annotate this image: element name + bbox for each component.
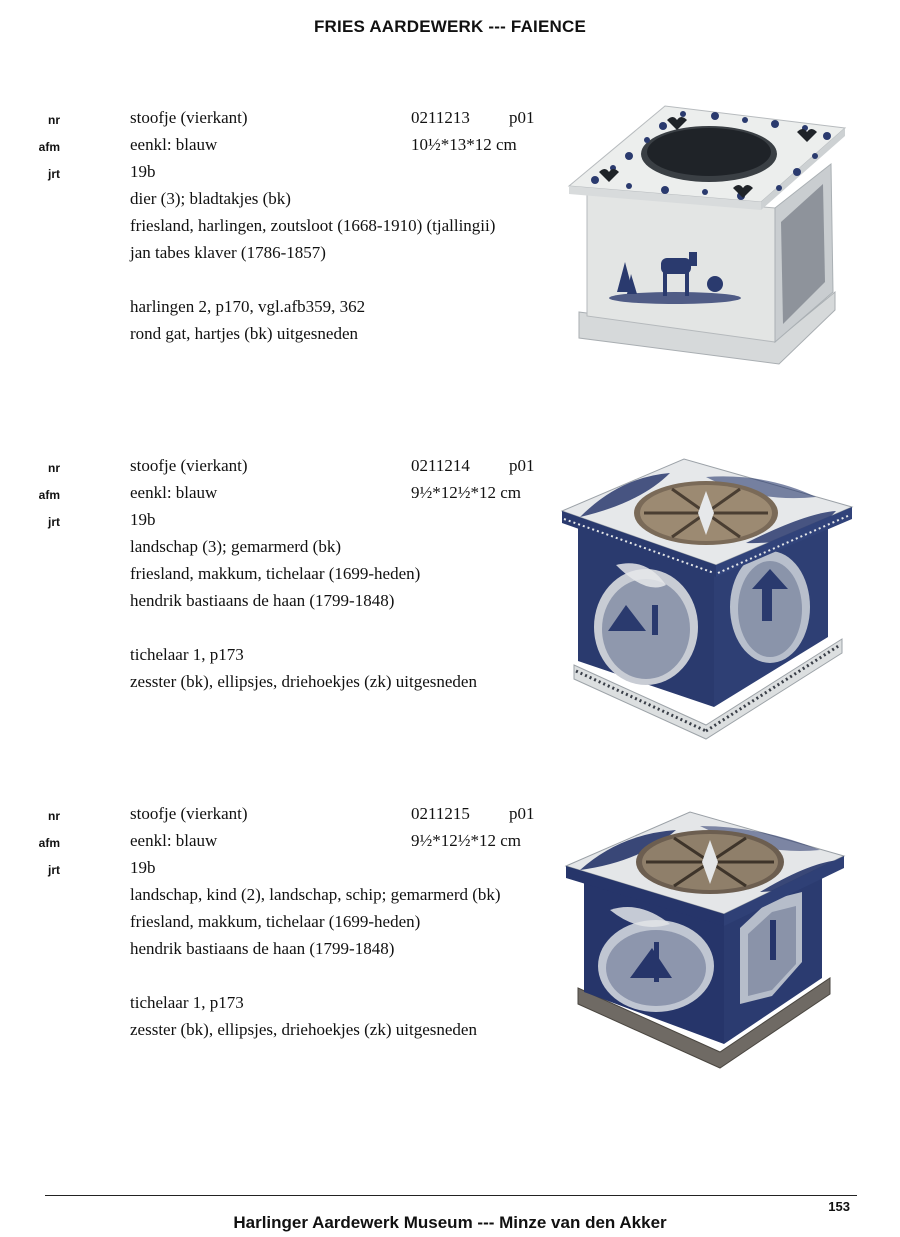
value-schilder: hendrik bastiaans de haan (1799-1848) (130, 939, 395, 958)
row-opmerking (0, 324, 560, 346)
value-datering: 19b (130, 858, 156, 877)
row-literatuur (0, 645, 560, 667)
row-opschrift (0, 351, 560, 373)
row-voorbeeld (0, 270, 560, 292)
label-jrt: jrt (48, 167, 60, 181)
value-nr: 0211215 (411, 804, 470, 823)
row-datering (0, 162, 560, 184)
row-opmerking (0, 672, 560, 694)
value-voorstelling: landschap (3); gemarmerd (bk) (130, 537, 341, 556)
row-voorstelling (0, 885, 560, 907)
value-kleur: eenkl: blauw (130, 831, 218, 850)
row-literatuur (0, 993, 560, 1015)
value-voorstelling: dier (3); bladtakjes (bk) (130, 189, 291, 208)
stoofje-photo-1 (565, 102, 860, 384)
value-page: p01 (509, 456, 535, 475)
label-afm: afm (38, 140, 60, 154)
row-voorwerp (0, 804, 560, 826)
row-opschrift (0, 699, 560, 721)
label-afm: afm (38, 836, 60, 850)
value-kleur: eenkl: blauw (130, 135, 218, 154)
row-fabrikaat (0, 216, 560, 238)
value-fabrikaat: friesland, harlingen, zoutsloot (1668-1910) (tjallingii) (130, 216, 496, 235)
footer-divider (45, 1195, 857, 1196)
row-voorbeeld (0, 618, 560, 640)
value-voorstelling: landschap, kind (2), landschap, schip; gemarmerd (bk) (130, 885, 501, 904)
row-voorwerp (0, 456, 560, 478)
row-fabrikaat (0, 912, 560, 934)
value-voorwerp: stoofje (vierkant) (130, 804, 248, 823)
value-opmerking: zesster (bk), ellipsjes, driehoekjes (zk) uitgesneden (130, 1020, 477, 1039)
row-kleur (0, 135, 560, 157)
label-afm: afm (38, 488, 60, 502)
row-voorstelling (0, 537, 560, 559)
value-afm: 9½*12½*12 cm (411, 831, 522, 850)
page-header-title: FRIES AARDEWERK --- FAIENCE (313, 17, 587, 36)
value-fabrikaat: friesland, makkum, tichelaar (1699-heden) (130, 564, 421, 583)
row-voorbeeld (0, 966, 560, 988)
value-opmerking: zesster (bk), ellipsjes, driehoekjes (zk) uitgesneden (130, 672, 477, 691)
value-kleur: eenkl: blauw (130, 483, 218, 502)
value-literatuur: tichelaar 1, p173 (130, 645, 244, 664)
label-nr: nr (48, 809, 60, 823)
row-schilder (0, 243, 560, 265)
value-nr: 0211213 (411, 108, 470, 127)
value-voorwerp: stoofje (vierkant) (130, 108, 248, 127)
row-datering (0, 858, 560, 880)
value-voorwerp: stoofje (vierkant) (130, 456, 248, 475)
row-kleur (0, 483, 560, 505)
value-page: p01 (509, 108, 535, 127)
value-schilder: hendrik bastiaans de haan (1799-1848) (130, 591, 395, 610)
footer-text: Harlinger Aardewerk Museum --- Minze van den Akker (233, 1213, 667, 1232)
label-nr: nr (48, 461, 60, 475)
page-number: 153 (828, 1199, 850, 1214)
stoofje-photo-2 (556, 455, 858, 740)
row-opmerking (0, 1020, 560, 1042)
value-datering: 19b (130, 162, 156, 181)
row-voorwerp (0, 108, 560, 130)
row-fabrikaat (0, 564, 560, 586)
value-opmerking: rond gat, hartjes (bk) uitgesneden (130, 324, 359, 343)
value-fabrikaat: friesland, makkum, tichelaar (1699-heden) (130, 912, 421, 931)
row-schilder (0, 939, 560, 961)
row-voorstelling (0, 189, 560, 211)
value-datering: 19b (130, 510, 156, 529)
stoofje-photo-3 (560, 808, 850, 1070)
value-page: p01 (509, 804, 535, 823)
label-jrt: jrt (48, 515, 60, 529)
value-literatuur: tichelaar 1, p173 (130, 993, 244, 1012)
label-nr: nr (48, 113, 60, 127)
value-nr: 0211214 (411, 456, 470, 475)
label-jrt: jrt (48, 863, 60, 877)
value-afm: 9½*12½*12 cm (411, 483, 522, 502)
row-opschrift (0, 1047, 560, 1069)
row-datering (0, 510, 560, 532)
row-schilder (0, 591, 560, 613)
value-schilder: jan tabes klaver (1786-1857) (130, 243, 326, 262)
row-literatuur (0, 297, 560, 319)
value-afm: 10½*13*12 cm (411, 135, 517, 154)
value-literatuur: harlingen 2, p170, vgl.afb359, 362 (130, 297, 366, 316)
row-kleur (0, 831, 560, 853)
